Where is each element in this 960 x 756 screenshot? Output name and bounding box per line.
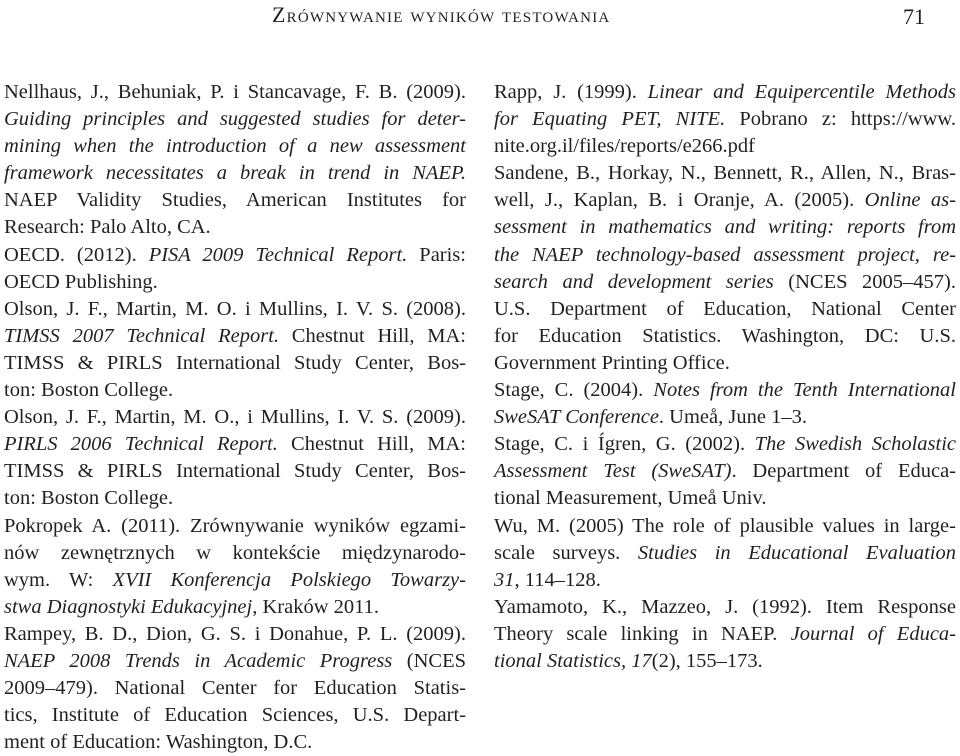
reference-line: Yamamoto, K., Mazzeo, J. (1992). Item Response [494,595,956,618]
reference-entry [4,621,466,756]
reference-line: Olson, J. F., Martin, M. O., i Mullins, I. V. S. (2009). [4,406,466,429]
reference-line: nów zewnętrznych w kontekście międzynarodo- [4,541,466,564]
bibliography-right-column [494,79,956,675]
reference-line: search and development series (NCES 2005–457). [494,270,956,293]
reference-line: Stage, C. i Ígren, G. (2002). The Swedish Scholastic [494,433,956,456]
reference-line: PIRLS 2006 Technical Report. Chestnut Hill, MA: [4,433,467,456]
reference-line: TIMSS & PIRLS International Study Center, Bos- [4,351,466,374]
reference-line: stwa Diagnostyki Edukacyjnej, Kraków 2011. [4,595,380,618]
reference-line: NAEP Validity Studies, American Institutes for [4,189,466,212]
reference-line: tional Measurement, Umeå Univ. [494,487,767,510]
page-number: 71 [903,4,925,29]
reference-entry [4,79,466,242]
reference-entry [494,377,956,431]
reference-line: Theory scale linking in NAEP. Journal of Educa- [494,622,956,645]
reference-line: 2009–479). National Center for Education Statis- [4,677,466,700]
reference-line: ment of Education: Washington, D.C. [4,731,313,754]
reference-line: TIMSS & PIRLS International Study Center, Bos- [4,460,466,483]
reference-line: TIMSS 2007 Technical Report. Chestnut Hill, MA: [4,324,467,347]
reference-line: OECD Publishing. [4,270,158,293]
reference-line: Assessment Test (SweSAT). Department of Educa- [494,460,956,483]
bibliography-left-column [4,79,466,756]
reference-line: tional Statistics, 17(2), 155–173. [494,649,763,672]
reference-line: Guiding principles and suggested studies for deter- [4,108,466,131]
reference-entry [494,594,956,675]
reference-line: Pokropek A. (2011). Zrównywanie wyników egzami- [4,514,466,537]
reference-line: SweSAT Conference. Umeå, June 1–3. [494,406,807,429]
reference-line: Olson, J. F., Martin, M. O. i Mullins, I. V. S. (2008). [4,297,466,320]
running-header [0,0,960,40]
reference-entry [4,513,466,621]
reference-line: Nellhaus, J., Behuniak, P. i Stancavage, F. B. (2009). [4,81,466,103]
reference-entry [494,160,956,377]
reference-line: sessment in mathematics and writing: reports from [494,216,956,239]
reference-line: Rapp, J. (1999). Linear and Equipercentile Methods [494,81,956,103]
reference-line: U.S. Department of Education, National Center [494,297,956,320]
reference-line: scale surveys. Studies in Educational Evaluation [494,541,956,564]
reference-entry [4,404,466,512]
reference-entry [4,296,466,404]
reference-line: Rampey, B. D., Dion, G. S. i Donahue, P. L. (2009). [4,622,466,645]
reference-line: framework necessitates a break in trend in NAEP. [4,162,466,185]
reference-line: NAEP 2008 Trends in Academic Progress (NCES [4,649,466,672]
reference-line: the NAEP technology-based assessment project, re- [494,243,956,266]
reference-line: Wu, M. (2005) The role of plausible values in large- [494,514,956,537]
reference-line: wym. W: XVII Konferencja Polskiego Towarzy- [4,568,466,591]
reference-line: Stage, C. (2004). Notes from the Tenth International [494,379,956,402]
reference-line: Research: Palo Alto, CA. [4,216,211,239]
reference-line: Government Printing Office. [494,351,730,374]
reference-entry [4,242,466,296]
reference-line: for Equating PET, NITE. Pobrano z: https://www. [494,108,956,131]
reference-line: mining when the introduction of a new assessment [4,135,466,158]
reference-line: Sandene, B., Horkay, N., Bennett, R., Allen, N., Bras- [494,162,956,185]
reference-entry [494,431,956,512]
running-title: Zrównywanie wyników testowania [272,2,611,27]
reference-line: tics, Institute of Education Sciences, U.S. Depart- [4,704,466,727]
reference-line: well, J., Kaplan, B. i Oranje, A. (2005). Online as- [494,189,956,212]
reference-entry [494,79,956,160]
reference-entry [494,513,956,594]
reference-line: for Education Statistics. Washington, DC: U.S. [494,324,956,347]
reference-line: nite.org.il/files/reports/e266.pdf [494,135,755,158]
reference-line: ton: Boston College. [4,487,174,510]
reference-line: 31, 114–128. [494,568,601,591]
reference-line: ton: Boston College. [4,379,174,402]
reference-line: OECD. (2012). PISA 2009 Technical Report. Paris: [4,243,466,266]
